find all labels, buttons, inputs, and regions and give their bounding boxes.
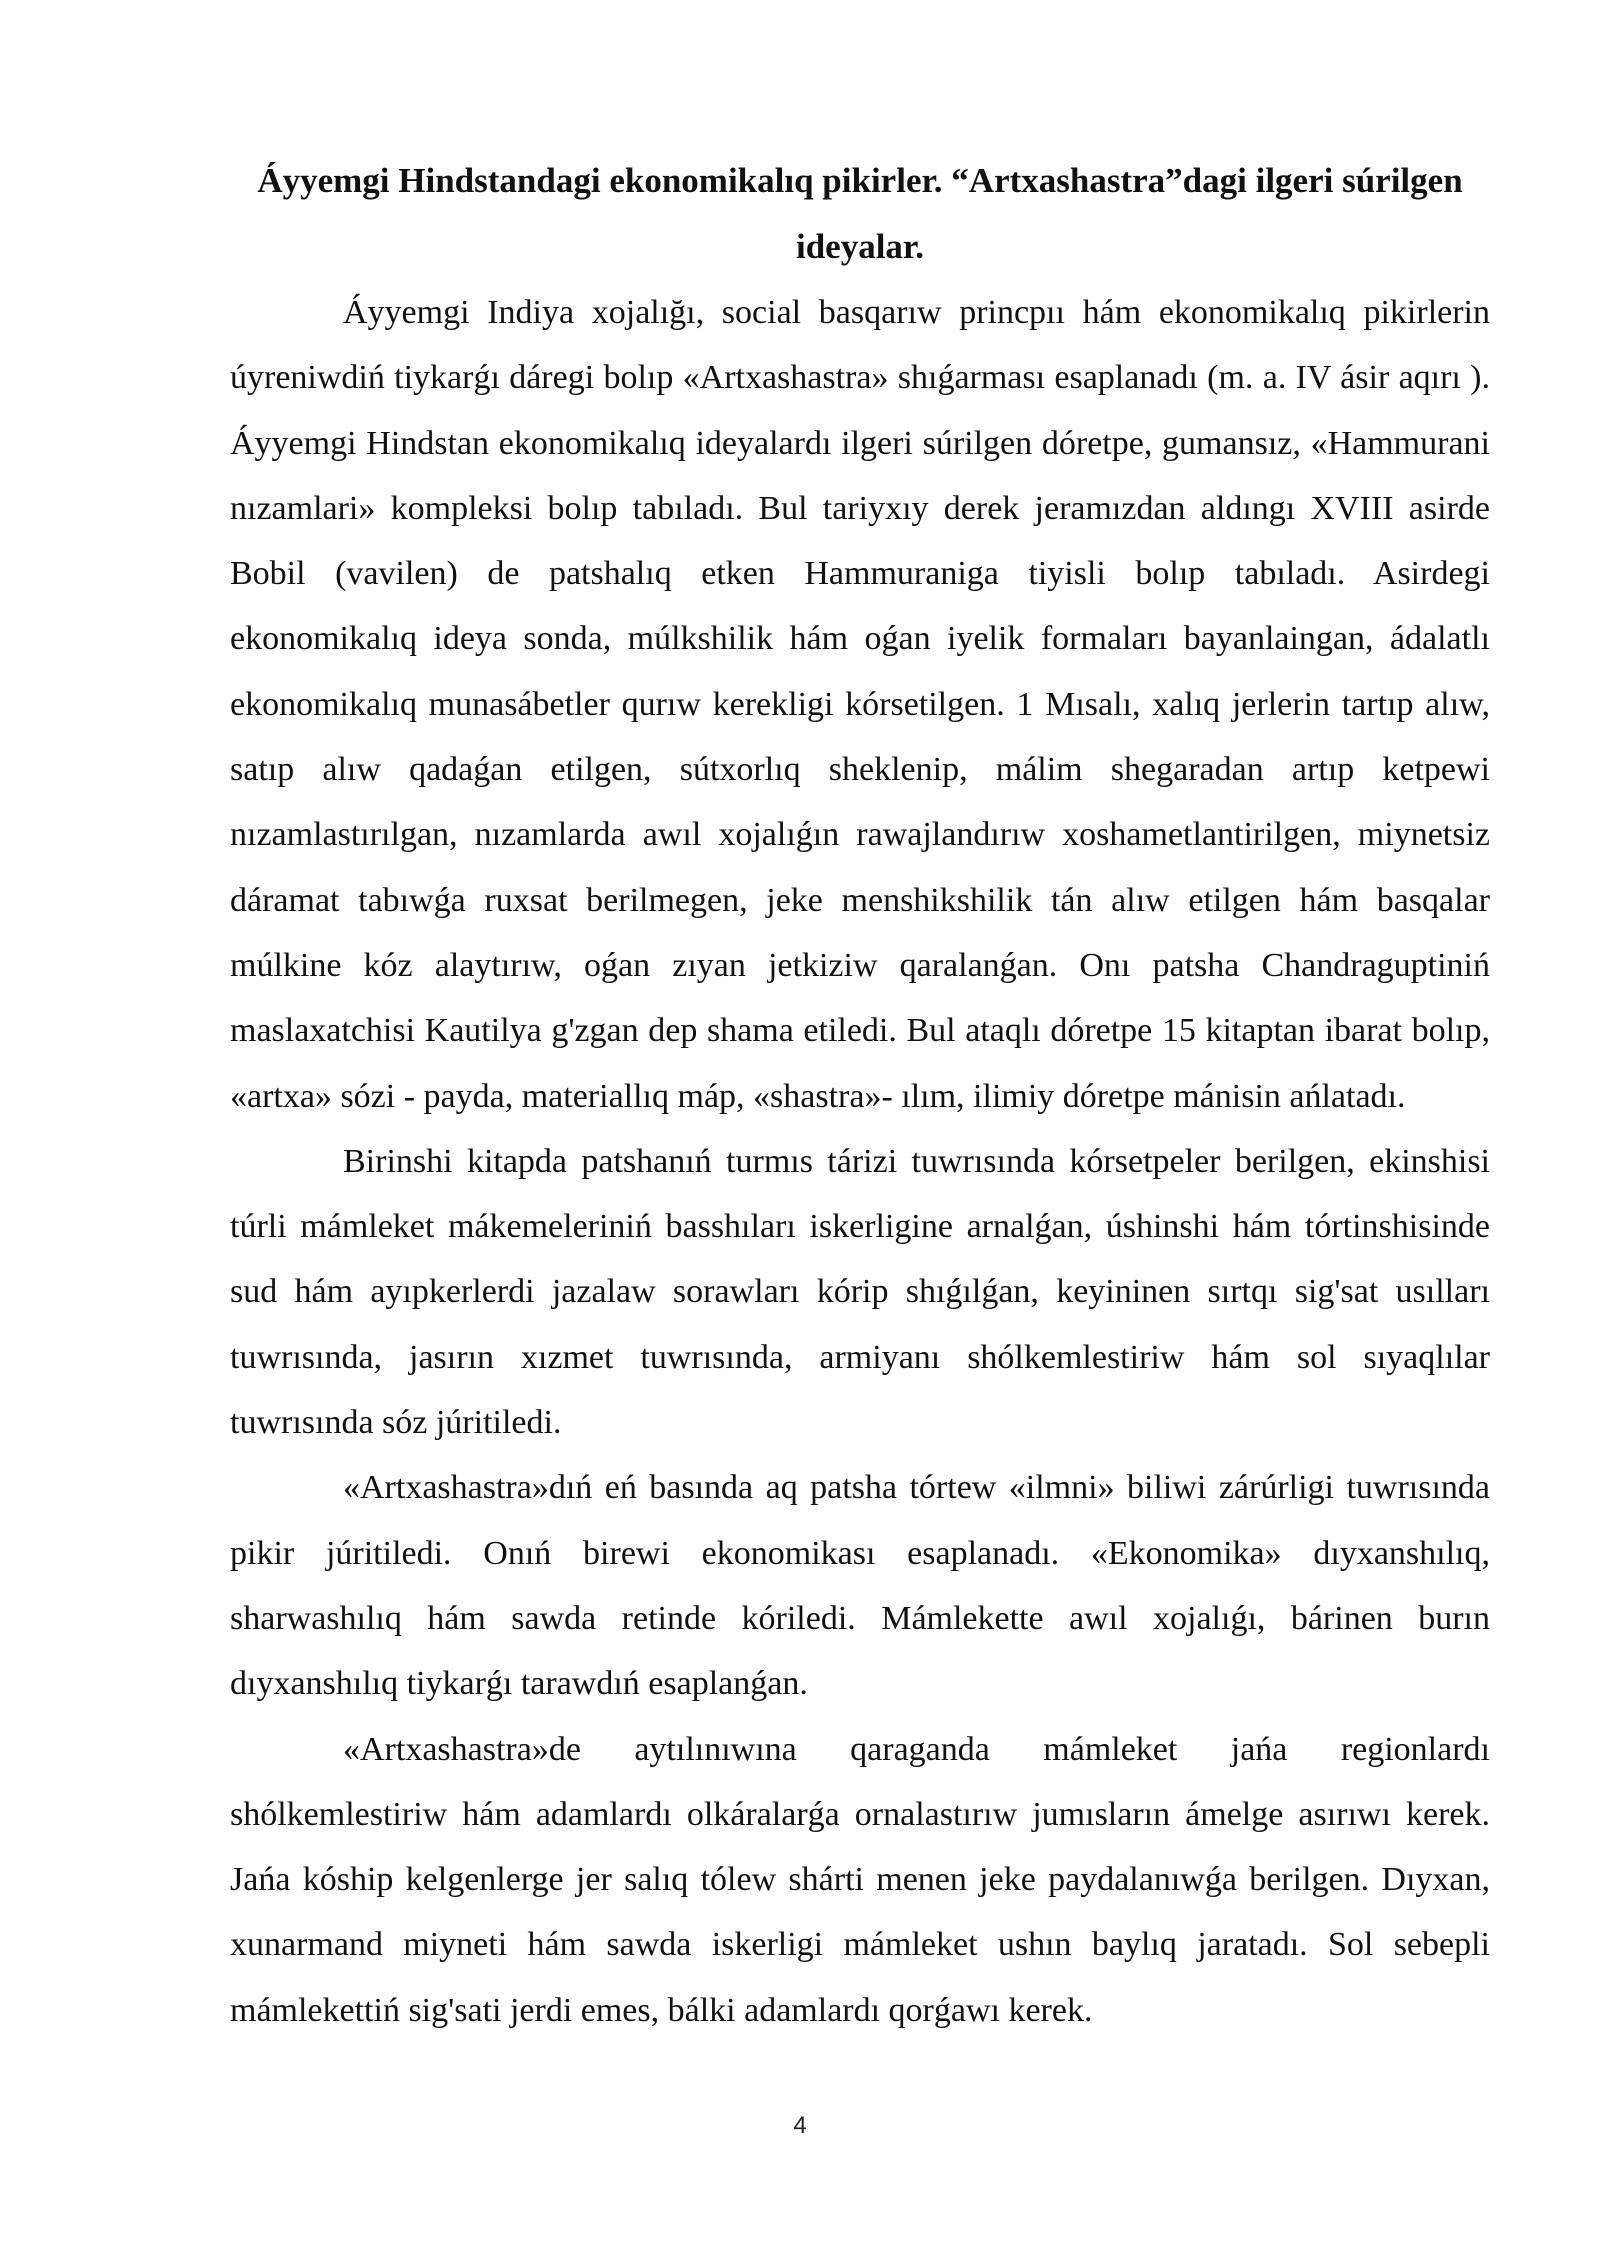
- page-number: 4: [793, 2112, 807, 2139]
- document-title: Áyyemgi Hindstandagi ekonomikalıq pikirler. “Artxashastra”dagi ilgeri súrilgen ideyalar.: [257, 161, 1463, 266]
- paragraph-economics-sciences: «Artxashastra»dıń eń basında aq patsha tórtew «ilmni» biliwi zárúrligi tuwrısında pikir júritiledi. Onıń birewi ekonomikası esaplanadı. «Ekonomika» dıyxanshılıq, sharwashılıq hám sawda retinde kóriledi. Mámlekette awıl xojalıǵı, bárinen burın dıyxanshılıq tiykarǵı tarawdıń esaplanǵan.: [230, 1469, 1490, 1703]
- paragraph-new-regions: «Artxashastra»de aytılınıwına qaraganda mámleket jańa regionlardı shólkemlestiriw hám adamlardı olkáralarǵa ornalastırıw jumısların ámelge asırıwı kerek. Jańa kóship kelgenlerge jer salıq tólew shárti menen jeke paydalanıwǵa berilgen. Dıyxan, xunarmand miyneti hám sawda iskerligi mámleket ushın baylıq jaratadı. Sol sebepli mámlekettiń sig'sati jerdi emes, bálki adamlardı qorǵawı kerek.: [230, 1730, 1490, 2029]
- document-page: [230, 148, 1490, 2043]
- paragraph-artxashastra-intro: Áyyemgi Indiya xojalığı, social basqarıw princpıı hám ekonomikalıq pikirlerin úyreniwdiń tiykarǵı dáregi bolıp «Artxashastra» shıǵarması esaplanadı (m. a. IV ásir aqırı ). Áyyemgi Hindstan ekonomikalıq ideyalardı ilgeri súrilgen dóretpe, gumansız, «Hammurani nızamlari» kompleksi bolıp tabıladı. Bul tariyxıy derek jeramızdan aldıngı XVIII asirde Bobil (vavilen) de patshalıq etken Hammuraniga tiyisli bolıp tabıladı. Asirdegi ekonomikalıq ideya sonda, múlkshilik hám oǵan iyelik formaları bayanlaingan, ádalatlı ekonomikalıq munasábetler qurıw kerekligi kórsetilgen. 1 Mısalı, xalıq jerlerin tartıp alıw, satıp alıw qadaǵan etilgen, sútxorlıq sheklenip, málim shegaradan artıp ketpewi nızamlastırılgan, nızamlarda awıl xojalıǵın rawajlandırıw xoshametlantirilgen, miynetsiz dáramat tabıwǵa ruxsat berilmegen, jeke menshikshilik tán alıw etilgen hám basqalar múlkine kóz alaytırıw, oǵan zıyan jetkiziw qaralanǵan. Onı patsha Chandraguptiniń maslaxatchisi Kautilya g'zgan dep shama etiledi. Bul ataqlı dóretpe 15 kitaptan ibarat bolıp, «artxa» sózi - payda, materiallıq máp, «shastra»- ılım, ilimiy dóretpe mánisin ańlatadı.: [230, 294, 1490, 1115]
- paragraph-first-book: Birinshi kitapda patshanıń turmıs tárizi tuwrısında kórsetpeler berilgen, ekinshisi túrli mámleket mákemeleriniń basshıları iskerligine arnalǵan, úshinshi hám tórtinshisinde sud hám ayıpkerlerdi jazalaw sorawları kórip shıǵılǵan, keyininen sırtqı sig'sat usılları tuwrısında, jasırın xızmet tuwrısında, armiyanı shólkemlestiriw hám sol sıyaqlılar tuwrısında sóz júritiledi.: [230, 1142, 1490, 1442]
